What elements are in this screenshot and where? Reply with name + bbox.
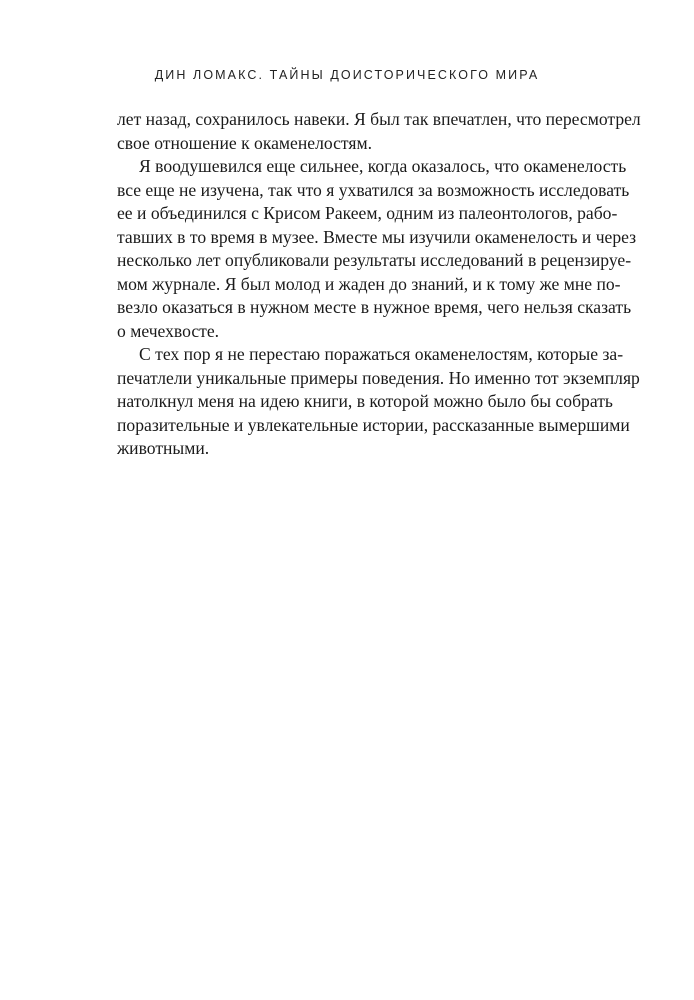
running-head: ДИН ЛОМАКС. ТАЙНЫ ДОИСТОРИЧЕСКОГО МИРА [154, 68, 540, 82]
paragraph-2 [117, 155, 637, 343]
text-line: несколько лет опубликовали результаты исследований в рецензируе- [117, 250, 632, 270]
text-line: С тех пор я не перестаю поражаться окаменелостям, которые за- [139, 344, 624, 364]
text-line: Я воодушевился еще сильнее, когда оказалось, что окаменелость [139, 156, 627, 176]
body-text [117, 108, 641, 461]
text-line: о мечехвосте. [117, 320, 220, 341]
text-line: везло оказаться в нужном месте в нужное время, чего нельзя сказать [117, 297, 632, 317]
text-line: мом журнале. Я был молод и жаден до знаний, и к тому же мне по- [117, 273, 621, 294]
text-line: лет назад, сохранилось навеки. Я был так впечатлен, что пересмотрел [117, 109, 641, 129]
text-line: печатлели уникальные примеры поведения. Но именно тот экземпляр [117, 367, 640, 388]
text-line: все еще не изучена, так что я ухватился за возможность исследовать [117, 179, 630, 200]
text-line: тавших в то время в музее. Вместе мы изучили окаменелость и через [117, 226, 637, 247]
paragraph-3 [117, 343, 640, 461]
paragraph-1 [117, 108, 641, 155]
text-line: поразительные и увлекательные истории, рассказанные вымершими [117, 414, 630, 435]
text-line: ее и объединился с Крисом Ракеем, одним из палеонтологов, рабо- [117, 203, 618, 223]
text-line: натолкнул меня на идею книги, в которой можно было бы собрать [117, 391, 613, 411]
text-line: свое отношение к окаменелостям. [117, 132, 372, 153]
text-line: животными. [117, 438, 210, 458]
